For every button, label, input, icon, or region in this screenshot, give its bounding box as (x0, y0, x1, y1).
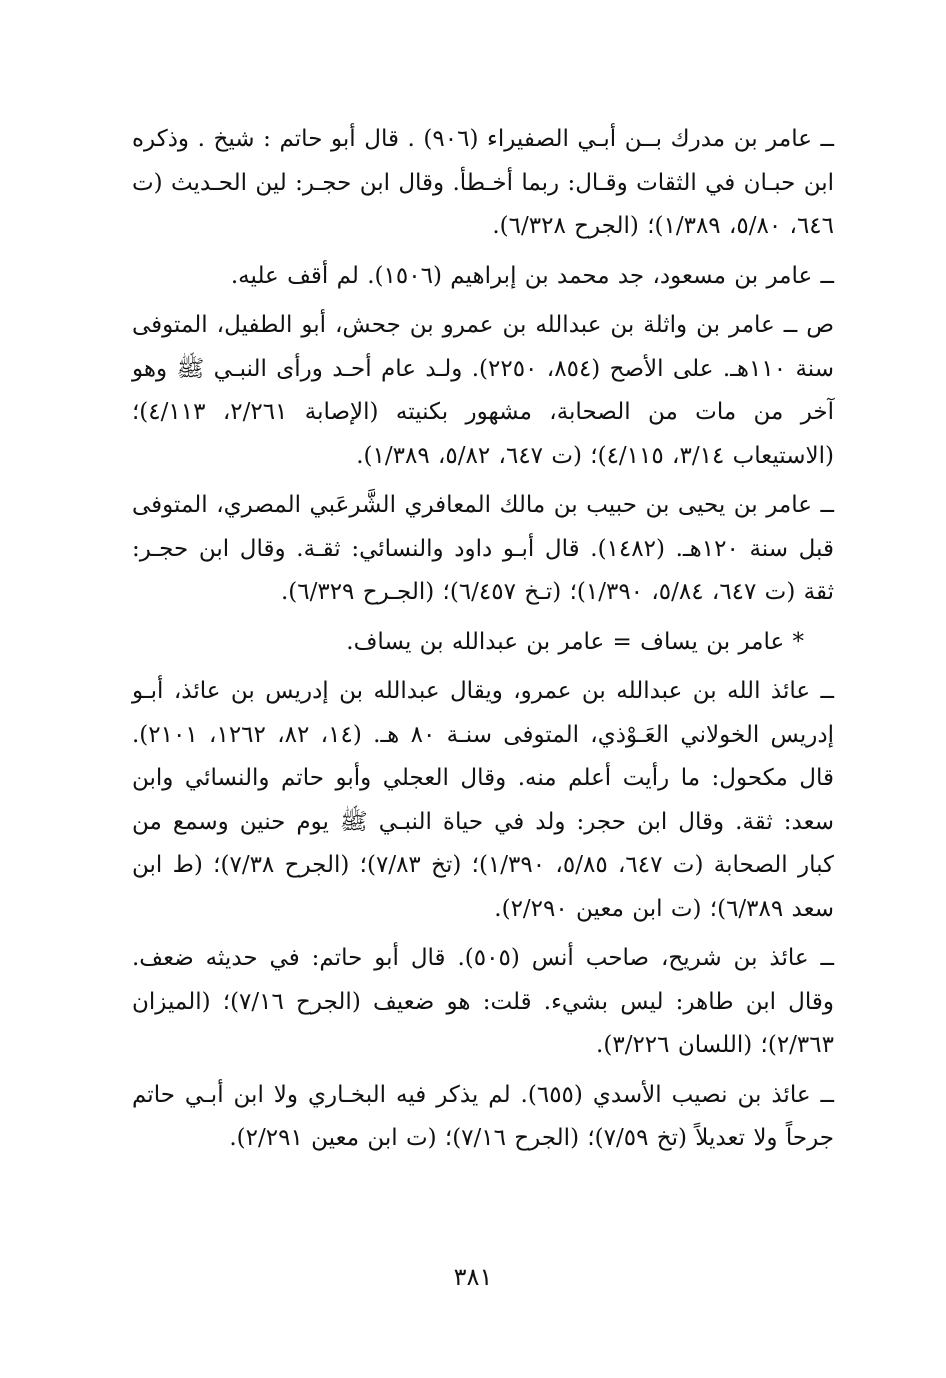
entry-amir-ibn-mudrik: ــ عامر بن مدرك بــن أبـي الصفيراء (٩٠٦) . قال أبو حاتم : شيخ . وذكره ابن حبـان في الثقات وقـال: ربما أخـطأ. وقال ابن حجـر: لين الحـديث (ت ٦٤٦، ٥/٨٠، ١/٣٨٩)؛ (الجرح ٦/٣٢٨). (132, 126, 834, 239)
entry-aidh-ibn-shurayh: ــ عائذ بن شريح، صاحب أنس (٥٠٥). قال أبو حاتم: في حديثه ضعف. وقال ابن طاهر: ليس بشيء. قلت: هو ضعيف (الجرح ٧/١٦)؛ (الميزان ٢/٣٦٣)؛ (اللسان ٣/٢٢٦). (132, 945, 834, 1058)
entry-amir-ibn-yasaf-crossref: * عامر بن يساف = عامر بن عبدالله بن يساف. (346, 628, 804, 655)
page-number: ٣٨١ (453, 1263, 493, 1291)
entry-aidh-ibn-nusayb: ــ عائذ بن نصيب الأسدي (٦٥٥). لم يذكر فيه البخـاري ولا ابن أبـي حاتم جرحاً ولا تعديلاً (تخ ٧/٥٩)؛ (الجرح ٧/١٦)؛ (ت ابن معين ٢/٢٩١). (132, 1081, 834, 1151)
entry-aidhullah-ibn-abdullah: ــ عائذ الله بن عبدالله بن عمرو، ويقال عبدالله بن إدريس بن عائذ، أبـو إدريس الخولاني العَـوْذي، المتوفى سنـة ٨٠ هـ. (١٤، ٨٢، ١٢٦٢، ٢١٠١). قال مكحول: ما رأيت أعلم منه. وقال العجلي وأبو حاتم والنسائي وابن سعد: ثقة. وقال ابن حجر: ولد في حياة النبـي ﷺ يوم حنين وسمع من كبار الصحابة (ت ٦٤٧، ٥/٨٥، ١/٣٩٠)؛ (تخ ٧/٨٣)؛ (الجرح ٧/٣٨)؛ (ط ابن سعد ٦/٣٨٩)؛ (ت ابن معين ٢/٢٩٠). (132, 678, 835, 922)
entry-amir-ibn-yahya: ــ عامر بن يحيى بن حبيب بن مالك المعافري الشَّرعَبي المصري، المتوفى قبل سنة ١٢٠هـ. (١٤٨٢). قال أبـو داود والنسائي: ثقـة. وقال ابن حجـر: ثقة (ت ٦٤٧، ٥/٨٤، ١/٣٩٠)؛ (تـخ ٦/٤٥٧)؛ (الجـرح ٦/٣٢٩). (132, 492, 834, 605)
entry-amir-ibn-masud: ــ عامر بن مسعود، جد محمد بن إبراهيم (١٥٠٦). لم أقف عليه. (230, 262, 834, 289)
entry-amir-ibn-wathila: ص ــ عامر بن واثلة بن عبدالله بن عمرو بن جحش، أبو الطفيل، المتوفى سنة ١١٠هـ. على الأصح (٨٥٤، ٢٢٥٠). ولـد عام أحـد ورأى النبـي ﷺ وهو آخر من مات من الصحابة، مشهور بكنيته (الإصابة ٢/٢٦١، ٤/١١٣)؛ (الاستيعاب ٣/١٤، ٤/١١٥)؛ (ت ٦٤٧، ٥/٨٢، ١/٣٨٩). (132, 312, 834, 469)
